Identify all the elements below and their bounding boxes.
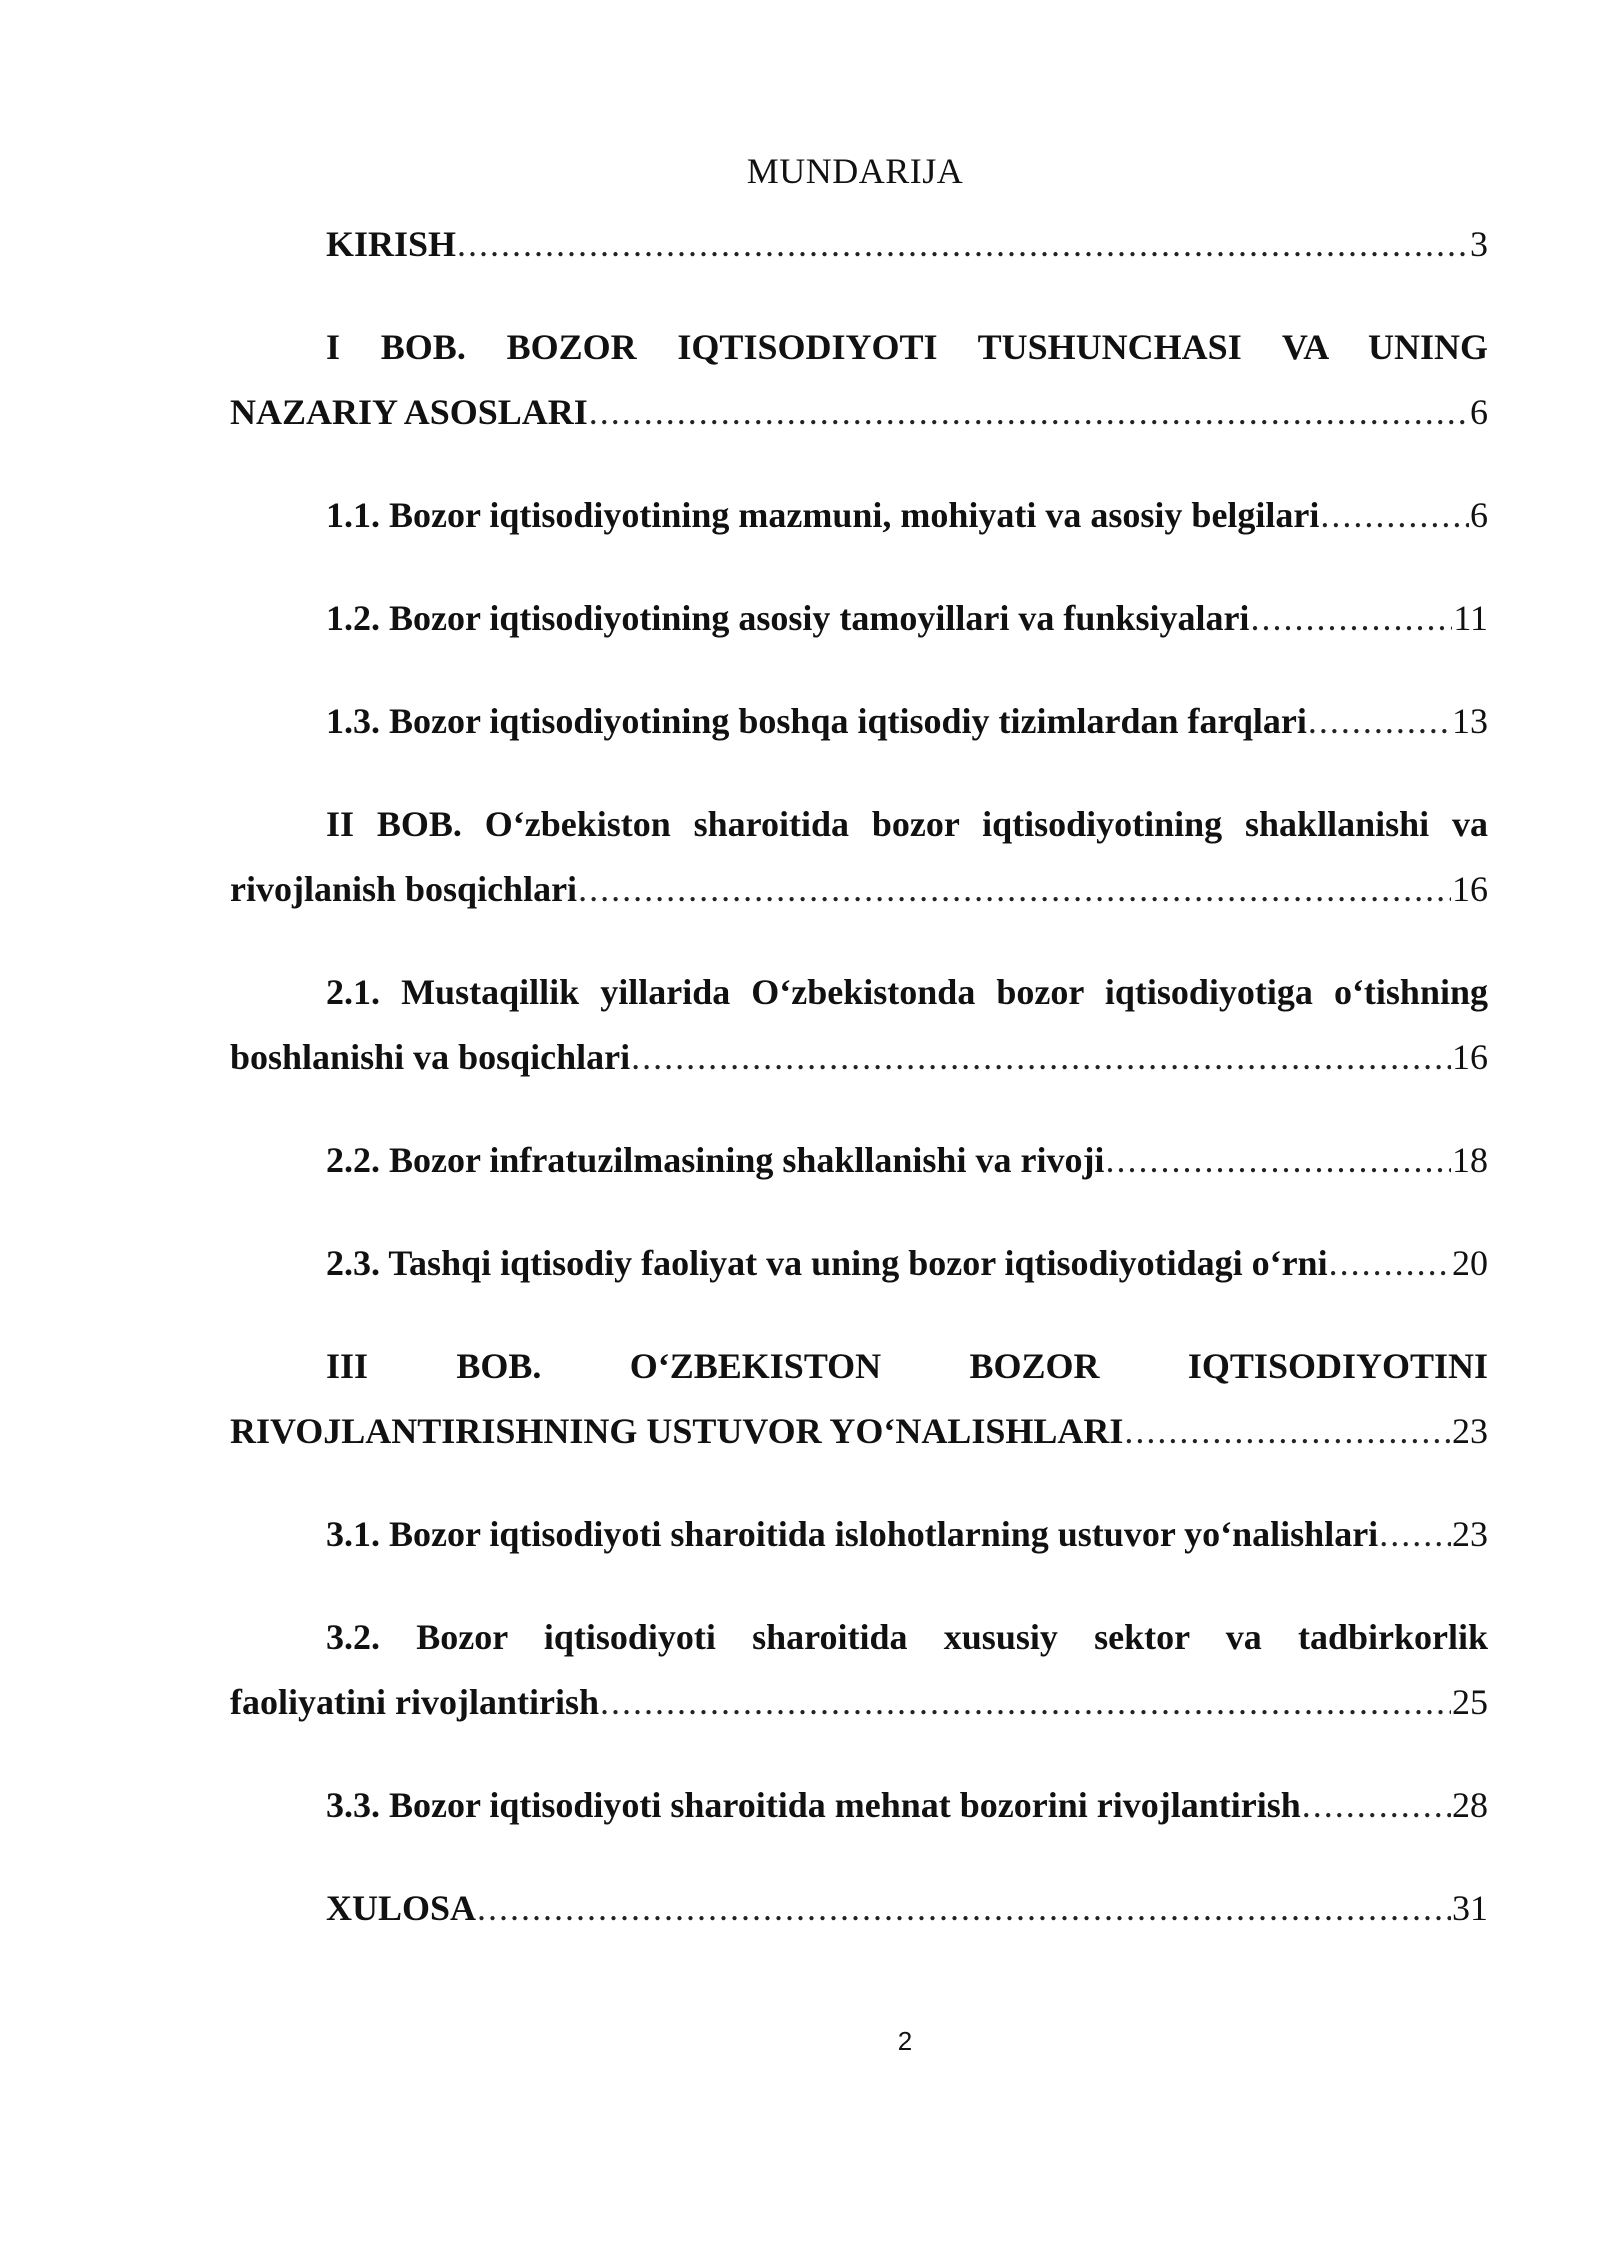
toc-title: MUNDARIJA [746,151,964,191]
toc-entry-section-3-2[interactable] [230,1605,1488,1735]
toc-entry-label-continued: NAZARIY ASOSLARI [230,392,588,432]
toc-entry-section-1-3[interactable] [230,689,1488,754]
toc-leader-dots [1124,1399,1451,1464]
toc-page-number: 18 [1452,1140,1488,1180]
toc-leader-dots [457,212,1469,277]
toc-entry-kirish[interactable] [230,212,1488,277]
toc-entry-label: I BOB. BOZOR IQTISODIYOTI TUSHUNCHASI VA UNING [326,327,1488,367]
toc-page-number: 11 [1453,598,1488,638]
toc-page-number: 16 [1452,1037,1488,1077]
toc-page-number: 23 [1452,1411,1488,1451]
toc-leader-dots [1320,483,1469,548]
toc-entry-label-continued: boshlanishi va bosqichlari [230,1037,631,1077]
toc-leader-dots [600,1670,1451,1735]
toc-entry-label: 2.1. Mustaqillik yillarida O‘zbekistonda bozor iqtisodiyotiga o‘tishning [326,972,1488,1012]
toc-entry-label: 2.3. Tashqi iqtisodiy faoliyat va uning bozor iqtisodiyotidagi o‘rni [326,1243,1328,1283]
toc-entry-section-1-2[interactable] [230,586,1488,651]
toc-entry-section-3-3[interactable] [230,1773,1488,1838]
toc-leader-dots [589,380,1469,445]
toc-entry-chapter-1[interactable] [230,315,1488,445]
toc-entry-xulosa[interactable] [230,1876,1488,1941]
toc-entry-label: 2.2. Bozor infratuzilmasining shakllanishi va rivoji [326,1140,1105,1180]
page-number-footer: 2 [897,2026,913,2056]
toc-leader-dots [578,857,1451,922]
toc-page-number: 6 [1470,392,1488,432]
toc-leader-dots [1302,1773,1451,1838]
toc-entry-section-2-1[interactable] [230,960,1488,1090]
toc-entry-label: 3.2. Bozor iqtisodiyoti sharoitida xususiy sektor va tadbirkorlik [326,1617,1488,1657]
toc-leader-dots [477,1876,1451,1941]
toc-entry-section-2-2[interactable] [230,1128,1488,1193]
toc-page-number: 6 [1470,495,1488,535]
toc-leader-dots [1250,586,1452,651]
toc-entry-chapter-2[interactable] [230,792,1488,922]
toc-leader-dots [1379,1502,1451,1567]
toc-entry-section-2-3[interactable] [230,1231,1488,1296]
toc-leader-dots [631,1025,1451,1090]
toc-entry-label: XULOSA [326,1888,477,1928]
toc-entry-label: 1.1. Bozor iqtisodiyotining mazmuni, mohiyati va asosiy belgilari [326,495,1320,535]
toc-page-number: 13 [1452,701,1488,741]
toc-leader-dots [1308,689,1451,754]
toc-entry-label-continued: rivojlanish bosqichlari [230,869,578,909]
toc-entry-label: 1.3. Bozor iqtisodiyotining boshqa iqtisodiy tizimlardan farqlari [326,701,1307,741]
toc-entry-label: 1.2. Bozor iqtisodiyotining asosiy tamoyillari va funksiyalari [326,598,1250,638]
toc-entry-label-continued: faoliyatini rivojlantirish [230,1682,599,1722]
table-of-contents [230,212,1488,1941]
toc-page-number: 25 [1452,1682,1488,1722]
toc-entry-label: 3.3. Bozor iqtisodiyoti sharoitida mehnat bozorini rivojlantirish [326,1785,1301,1825]
toc-entry-chapter-3[interactable] [230,1334,1488,1464]
toc-page-number: 23 [1452,1514,1488,1554]
toc-leader-dots [1329,1231,1451,1296]
toc-entry-label: II BOB. O‘zbekiston sharoitida bozor iqtisodiyotining shakllanishi va [326,804,1488,844]
toc-page-number: 3 [1470,224,1488,264]
toc-page-number: 16 [1452,869,1488,909]
toc-entry-label: III BOB. O‘ZBEKISTON BOZOR IQTISODIYOTINI [326,1346,1488,1386]
toc-entry-label: KIRISH [326,224,457,264]
toc-page-number: 31 [1452,1888,1488,1928]
toc-entry-section-3-1[interactable] [230,1502,1488,1567]
toc-page-number: 20 [1452,1243,1488,1283]
toc-leader-dots [1105,1128,1451,1193]
toc-entry-section-1-1[interactable] [230,483,1488,548]
toc-page-number: 28 [1452,1785,1488,1825]
toc-entry-label-continued: RIVOJLANTIRISHNING USTUVOR YO‘NALISHLARI [230,1411,1124,1451]
toc-entry-label: 3.1. Bozor iqtisodiyoti sharoitida islohotlarning ustuvor yo‘nalishlari [326,1514,1379,1554]
